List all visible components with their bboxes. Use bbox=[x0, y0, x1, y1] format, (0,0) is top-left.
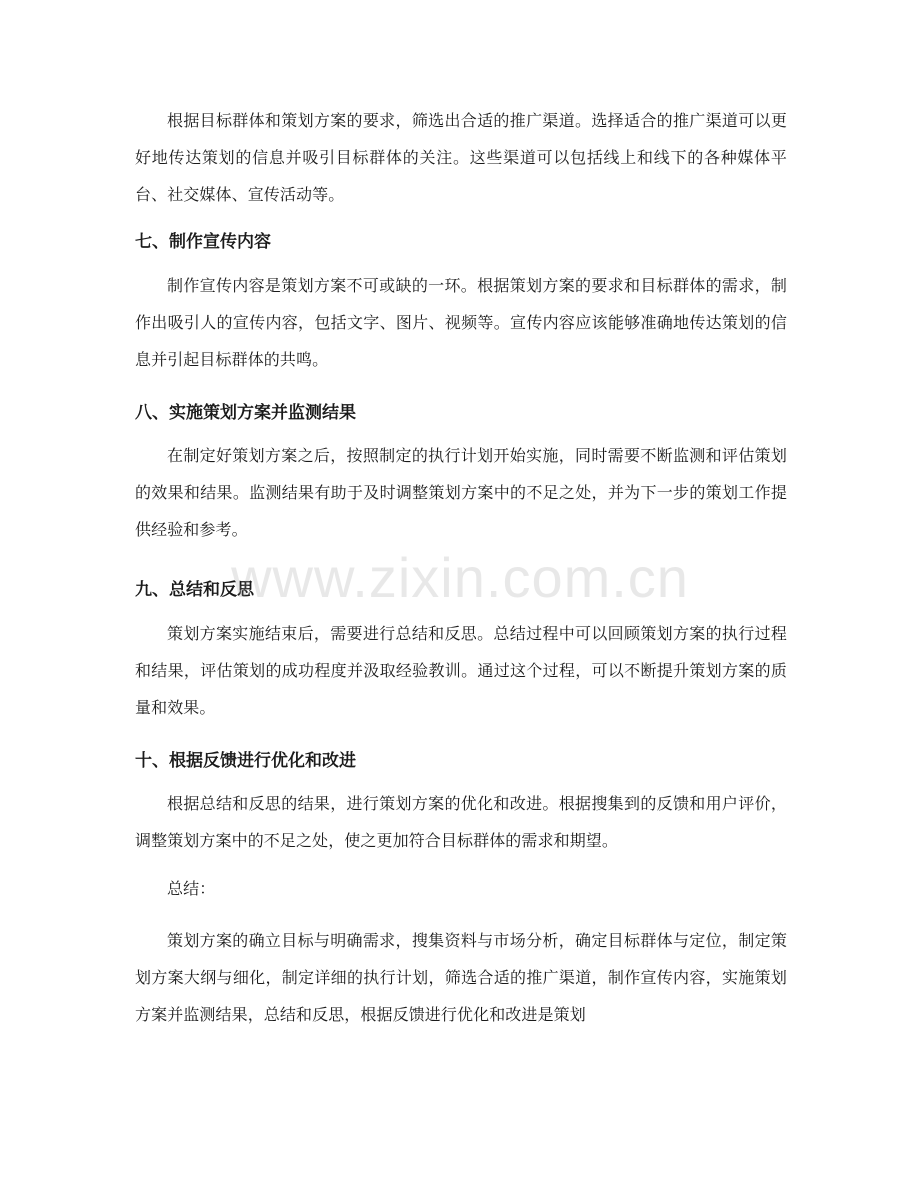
paragraph-10 bbox=[135, 785, 787, 859]
section-heading-9 bbox=[135, 578, 787, 602]
heading-text: 八、实施策划方案并监测结果 bbox=[135, 403, 356, 423]
paragraph-9 bbox=[135, 615, 787, 726]
section-heading-7 bbox=[135, 230, 787, 254]
heading-text: 九、总结和反思 bbox=[135, 580, 254, 600]
paragraph-8 bbox=[135, 437, 787, 548]
summary-paragraph bbox=[135, 922, 787, 1033]
paragraph-text: 策划方案实施结束后，需要进行总结和反思。总结过程中可以回顾策划方案的执行过程和结果，评估策划的成功程度并汲取经验教训。通过这个过程，可以不断提升策划方案的质量和效果。 bbox=[135, 624, 787, 717]
summary-label-block bbox=[135, 870, 787, 907]
summary-label: 总结： bbox=[167, 879, 216, 898]
paragraph-text: 制作宣传内容是策划方案不可或缺的一环。根据策划方案的要求和目标群体的需求，制作出吸引人的宣传内容，包括文字、图片、视频等。宣传内容应该能够准确地传达策划的信息并引起目标群体的共鸣。 bbox=[135, 276, 787, 369]
paragraph-text: 在制定好策划方案之后，按照制定的执行计划开始实施，同时需要不断监测和评估策划的效果和结果。监测结果有助于及时调整策划方案中的不足之处，并为下一步的策划工作提供经验和参考。 bbox=[135, 446, 787, 539]
heading-text: 十、根据反馈进行优化和改进 bbox=[135, 751, 356, 771]
section-heading-8 bbox=[135, 401, 787, 425]
heading-text: 七、制作宣传内容 bbox=[135, 232, 271, 252]
watermark: www.zixin.com.cn bbox=[231, 546, 689, 609]
paragraph-text: 根据目标群体和策划方案的要求，筛选出合适的推广渠道。选择适合的推广渠道可以更好地传达策划的信息并吸引目标群体的关注。这些渠道可以包括线上和线下的各种媒体平台、社交媒体、宣传活动等。 bbox=[135, 111, 787, 204]
summary-text: 策划方案的确立目标与明确需求，搜集资料与市场分析，确定目标群体与定位，制定策划方案大纲与细化，制定详细的执行计划，筛选合适的推广渠道，制作宣传内容，实施策划方案并监测结果，总结和反思，根据反馈进行优化和改进是策划 bbox=[135, 931, 787, 1024]
paragraph-text: 根据总结和反思的结果，进行策划方案的优化和改进。根据搜集到的反馈和用户评价，调整策划方案中的不足之处，使之更加符合目标群体的需求和期望。 bbox=[135, 794, 787, 850]
paragraph-7 bbox=[135, 267, 787, 378]
section-heading-10 bbox=[135, 749, 787, 773]
paragraph-channels bbox=[135, 102, 787, 213]
